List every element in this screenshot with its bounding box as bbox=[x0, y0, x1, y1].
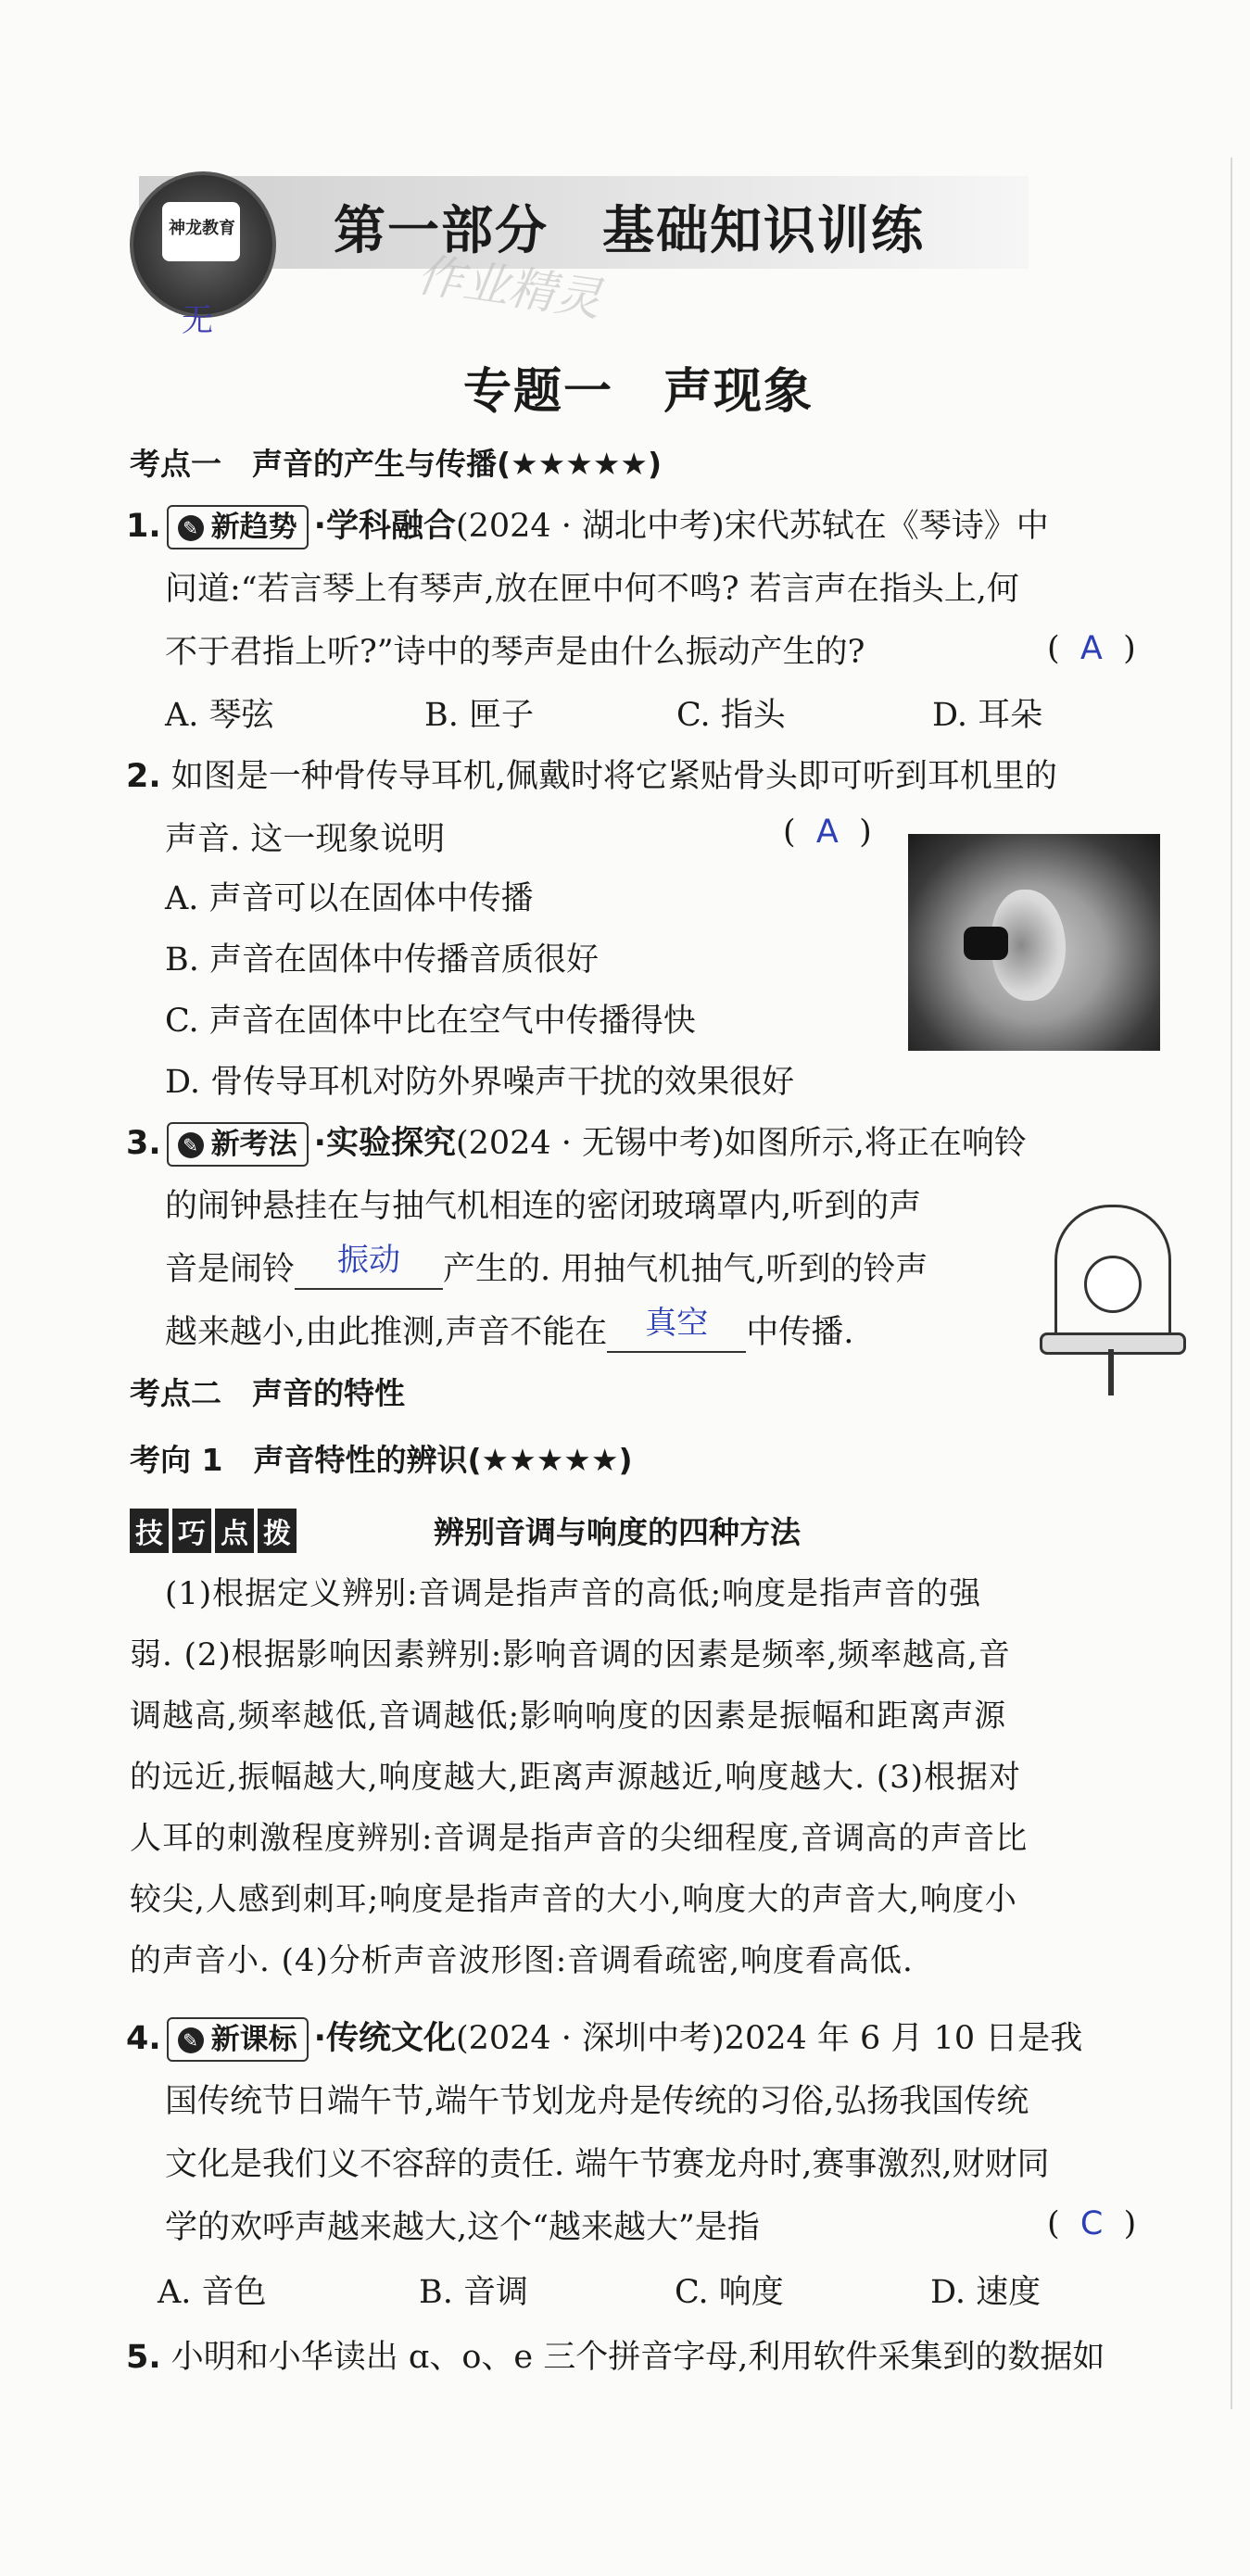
logo-text: 神龙教育 bbox=[169, 219, 235, 238]
pen-icon: ✎ bbox=[178, 1132, 204, 1158]
tip-line-3: 调越高,频率越低,音调越低;影响响度的因素是振幅和距离声源 bbox=[130, 1698, 1007, 1735]
q4-option-b: B. 音调 bbox=[419, 2274, 528, 2311]
bone-conduction-earphone bbox=[964, 927, 1008, 960]
q4-option-d: D. 速度 bbox=[930, 2274, 1042, 2311]
q3-blank-2[interactable] bbox=[607, 1305, 746, 1353]
q3-tag: ✎ 新考法 bbox=[167, 1122, 309, 1167]
topic-title: 专题一 声现象 bbox=[463, 364, 814, 420]
q5-line1: 5. 小明和小华读出 ɑ、o、e 三个拼音字母,利用软件采集到的数据如 bbox=[126, 2339, 1105, 2376]
watermark: 作业精灵 bbox=[413, 247, 605, 327]
alarm-clock-icon bbox=[1084, 1256, 1142, 1313]
q4-answer: C bbox=[1080, 2205, 1104, 2242]
q2-answer: A bbox=[815, 814, 839, 851]
q1-line1 bbox=[126, 500, 1049, 549]
q1-tag: ✎ 新趋势 bbox=[167, 505, 309, 549]
section-heading-1: 考点一 声音的产生与传播(★★★★★) bbox=[130, 446, 663, 482]
q1-option-b: B. 匣子 bbox=[424, 697, 534, 734]
pen-icon: ✎ bbox=[178, 515, 204, 541]
q3-line2: 的闹钟悬挂在与抽气机相连的密闭玻璃罩内,听到的声 bbox=[165, 1188, 922, 1225]
section-heading-2: 考点二 声音的特性 bbox=[130, 1375, 405, 1411]
tip-line-7: 的声音小. (4)分析声音波形图:音调看疏密,响度看高低. bbox=[130, 1942, 914, 1979]
q4-line1: 4. ✎ 新课标 ·传统文化(2024 · 深圳中考)2024 年 6 月 10 日是我 bbox=[126, 2013, 1082, 2062]
q2-option-a: A. 声音可以在固体中传播 bbox=[165, 880, 534, 917]
handwritten-note: 无 bbox=[182, 302, 213, 339]
q3-blank-1[interactable] bbox=[295, 1242, 443, 1290]
q1-option-a: A. 琴弦 bbox=[165, 697, 274, 734]
q1-line2: 问道:“若言琴上有琴声,放在匣中何不鸣? 若言声在指头上,何 bbox=[165, 571, 1019, 608]
q3-line3: 音是闹铃 振动 产生的. 用抽气机抽气,听到的铃声 bbox=[165, 1244, 928, 1290]
tip-line-4: 的远近,振幅越大,响度越大,距离声源越近,响度越大. (3)根据对 bbox=[130, 1759, 1022, 1796]
q1-option-d: D. 耳朵 bbox=[932, 697, 1043, 734]
q4-line3: 文化是我们义不容辞的责任. 端午节赛龙舟时,赛事激烈,财财同 bbox=[165, 2146, 1050, 2183]
q1-number: 1. bbox=[126, 508, 161, 545]
q2-line1: 2. 如图是一种骨传导耳机,佩戴时将它紧贴骨头即可听到耳机里的 bbox=[126, 758, 1057, 795]
q1-category: ·学科融合 bbox=[313, 508, 456, 545]
q2-option-d: D. 骨传导耳机对防外界噪声干扰的效果很好 bbox=[165, 1064, 795, 1101]
q3-line1: 3. ✎ 新考法 ·实验探究(2024 · 无锡中考)如图所示,将正在响铃 bbox=[126, 1118, 1027, 1167]
q4-option-a: A. 音色 bbox=[158, 2274, 267, 2311]
air-tube bbox=[1108, 1349, 1114, 1395]
part-title: 第一部分 基础知识训练 bbox=[334, 201, 925, 261]
tip-line-6: 较尖,人感到刺耳;响度是指声音的大小,响度大的声音大,响度小 bbox=[130, 1881, 1017, 1918]
q1-option-c: C. 指头 bbox=[676, 697, 786, 734]
q1-text-1: (2024 · 湖北中考)宋代苏轼在《琴诗》中 bbox=[455, 508, 1049, 545]
q4-answer-paren: ( C ) bbox=[1047, 2205, 1137, 2242]
q2-line2: 声音. 这一现象说明 bbox=[165, 821, 446, 858]
tip-cards: 技 巧 点 拨 bbox=[130, 1509, 300, 1553]
pen-icon: ✎ bbox=[178, 2027, 204, 2053]
q4-option-c: C. 响度 bbox=[675, 2274, 784, 2311]
q3-line4: 越来越小,由此推测,声音不能在 真空 中传播. bbox=[165, 1307, 853, 1353]
q1-answer: A bbox=[1080, 630, 1103, 667]
page-edge-rule bbox=[1231, 158, 1232, 2409]
q4-tag: ✎ 新课标 bbox=[167, 2017, 309, 2062]
q2-option-c: C. 声音在固体中比在空气中传播得快 bbox=[165, 1003, 696, 1040]
q3-blank-2-answer: 真空 bbox=[645, 1305, 709, 1342]
q3-blank-1-answer: 振动 bbox=[337, 1242, 401, 1279]
tip-line-2: 弱. (2)根据影响因素辨别:影响音调的因素是频率,频率越高,音 bbox=[130, 1636, 1011, 1673]
tip-line-5: 人耳的刺激程度辨别:音调是指声音的尖细程度,音调高的声音比 bbox=[130, 1820, 1029, 1857]
q4-line4: 学的欢呼声越来越大,这个“越来越大”是指 bbox=[165, 2209, 760, 2246]
q4-line2: 国传统节日端午节,端午节划龙舟是传统的习俗,弘扬我国传统 bbox=[165, 2083, 1029, 2120]
section-subheading: 考向 1 声音特性的辨识(★★★★★) bbox=[130, 1442, 633, 1478]
q2-answer-paren: ( A ) bbox=[783, 814, 872, 851]
q1-answer-paren: ( A ) bbox=[1047, 630, 1136, 667]
tip-title: 辨别音调与响度的四种方法 bbox=[434, 1514, 801, 1550]
q1-line3: 不于君指上听?”诗中的琴声是由什么振动产生的? bbox=[165, 634, 865, 671]
q2-option-b: B. 声音在固体中传播音质很好 bbox=[165, 941, 599, 979]
tip-line-1: (1)根据定义辨别:音调是指声音的高低;响度是指声音的强 bbox=[165, 1575, 982, 1612]
